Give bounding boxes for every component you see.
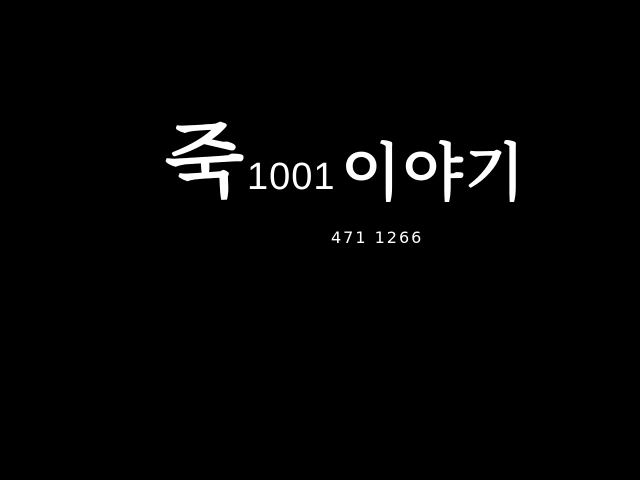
phone-number: 471 1266 (331, 228, 424, 247)
logo-jook-glyph: 죽 (162, 112, 247, 212)
logo-story-text: 이야기 (341, 136, 527, 209)
logo-number: 1001 (247, 156, 336, 198)
brand-logo (162, 112, 555, 232)
